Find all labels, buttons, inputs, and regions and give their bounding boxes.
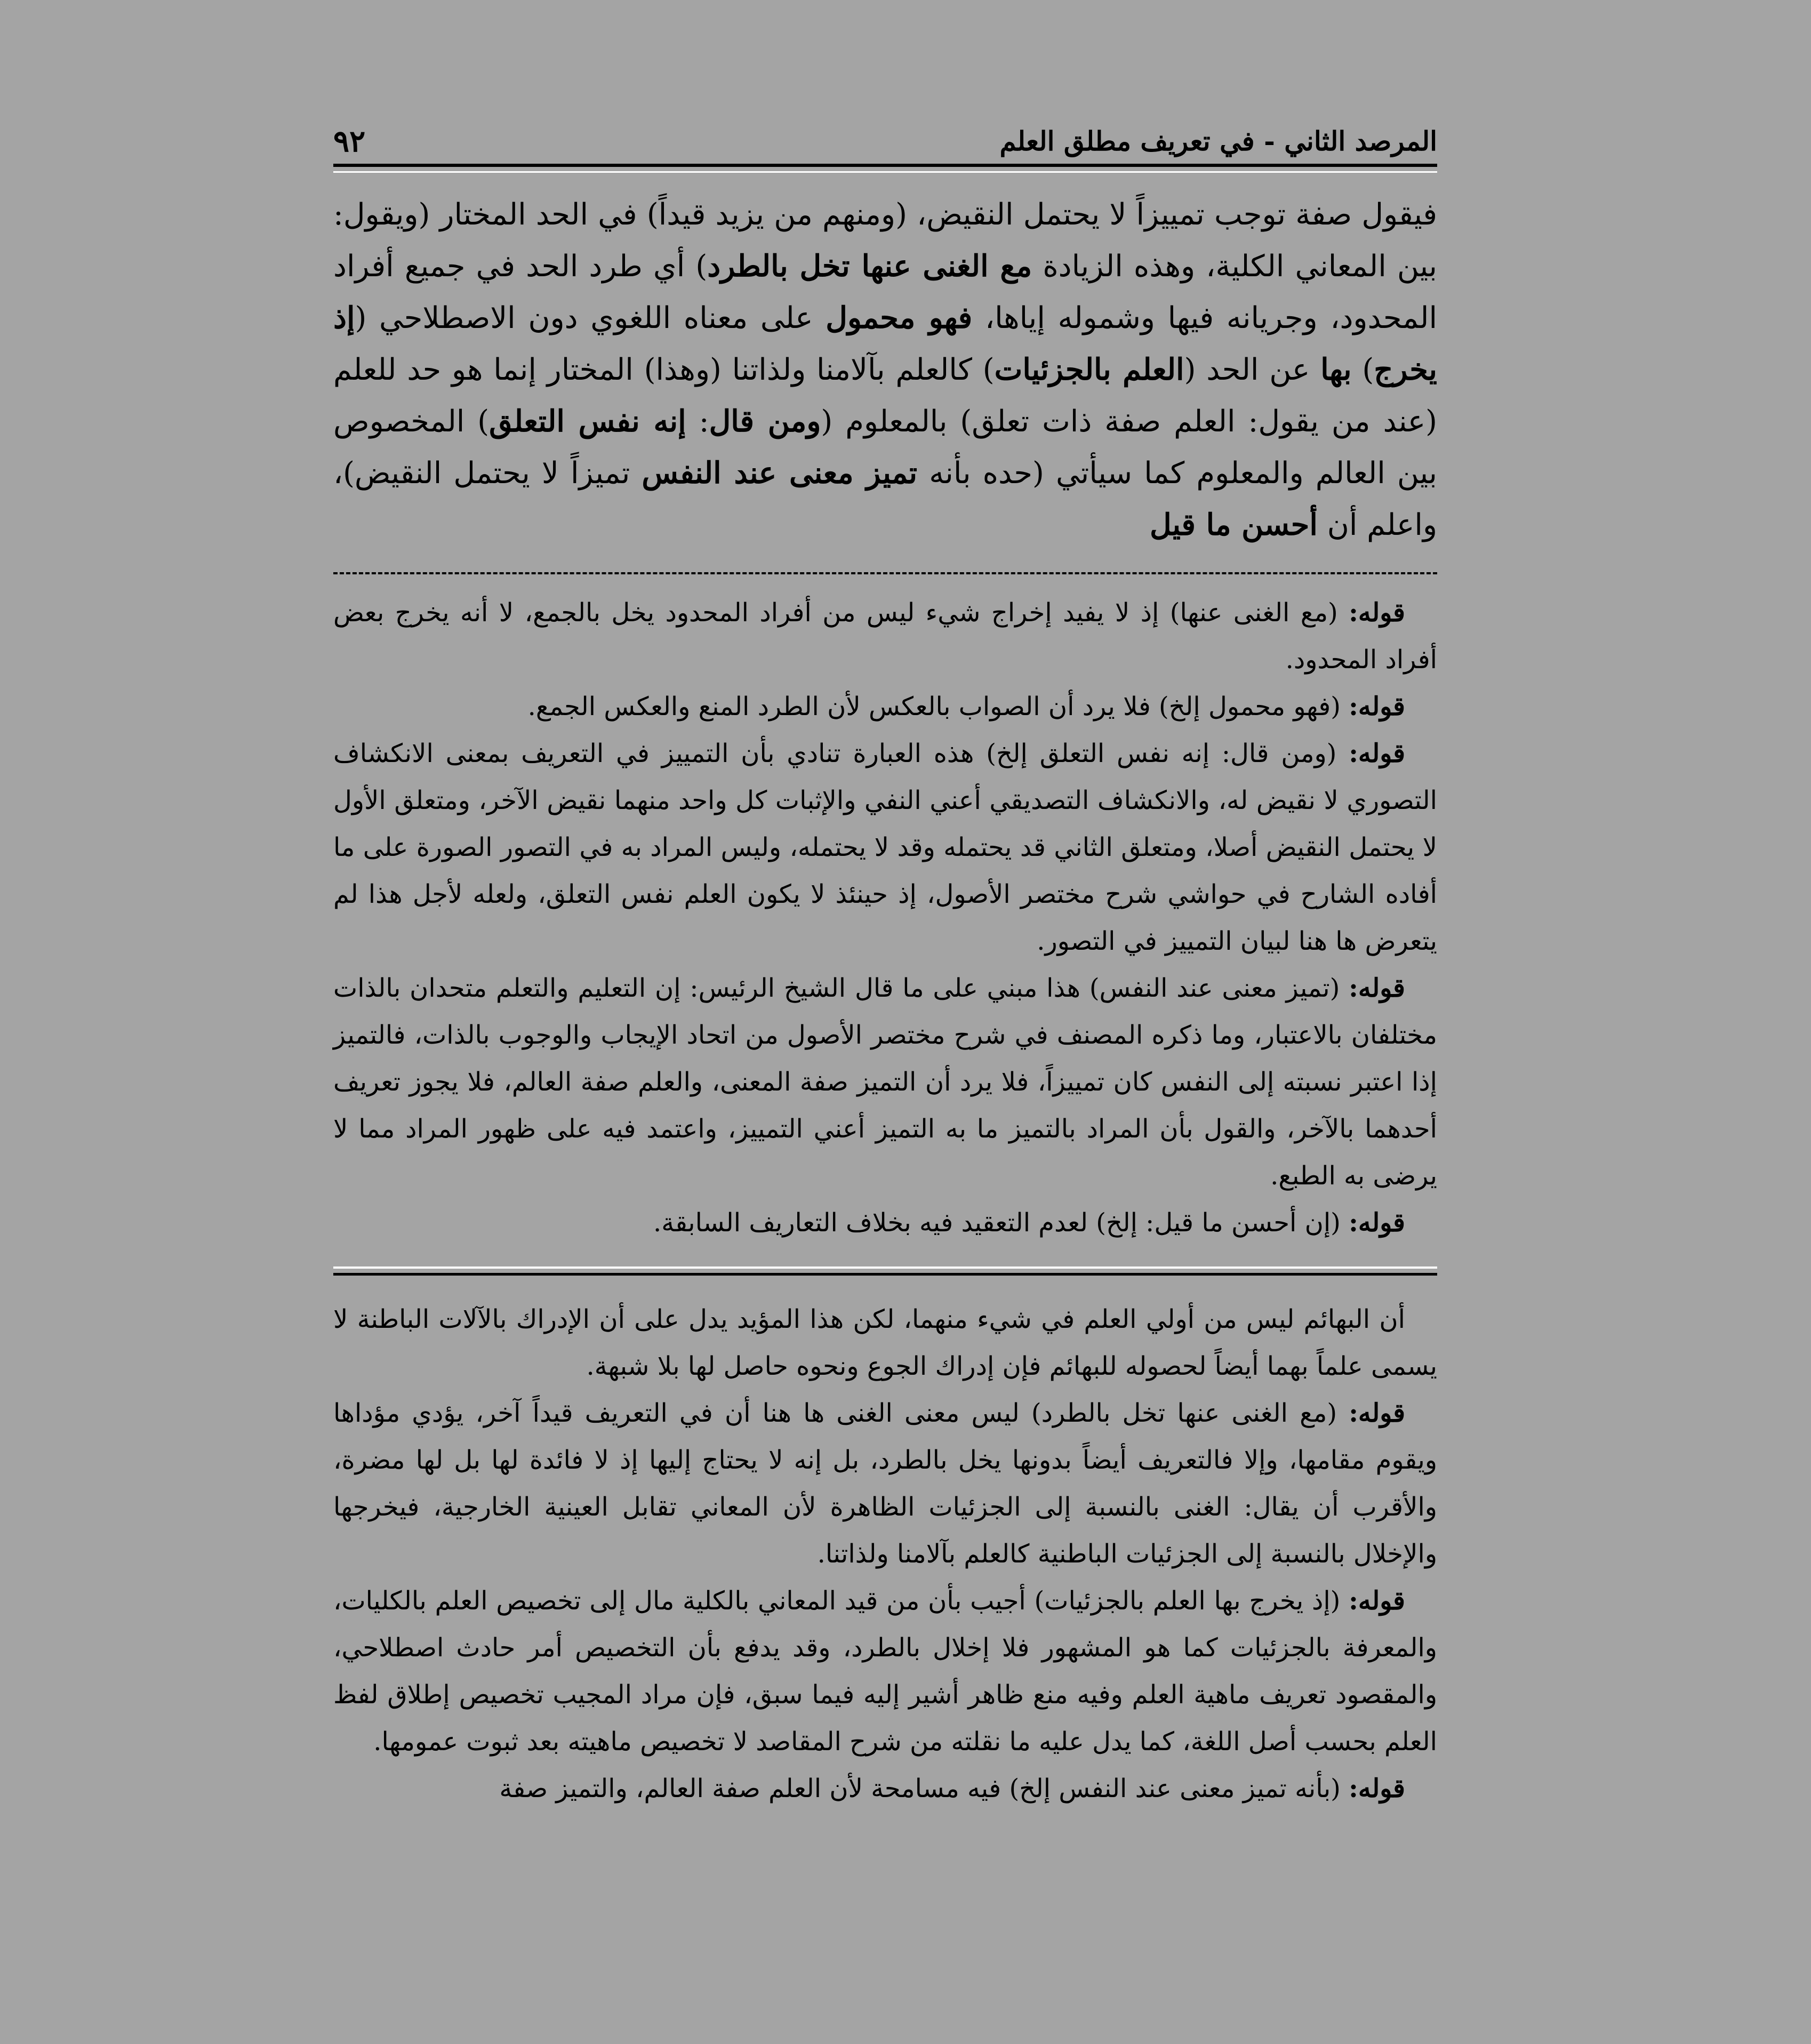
main-text-run: : [686,404,709,439]
page-header [333,109,1437,157]
main-text-bold-run: أحسن ما قيل [1150,507,1318,542]
commentary-separator [333,1267,1437,1276]
main-text-bold-run: إذ يخرج [333,300,1437,387]
main-text-bold-run: العلم بالجزئيات [994,352,1184,387]
note-label: قوله: [1349,1586,1405,1616]
footnote-separator [333,572,1437,574]
note-text: (مع الغنى عنها تخل بالطرد) ليس معنى الغنى ها هنا أن في التعريف قيداً آخر، يؤدي مؤداها ويقوم مقامها، وإلا فالتعريف أيضاً بدونها يخل بالطرد، بل إنه لا يحتاج إليها إذ لا فائدة لها بل لها مضرة، والأقرب أن يقال: الغنى بالنسبة إلى الجزئيات الظاهرة لأن المعاني تقابل العينية الخارجية، فيخرجها والإخلال بالنسبة إلى الجزئيات الباطنية كالعلم بآلامنا ولذاتنا. [333,1398,1437,1569]
note-paragraph [333,1296,1437,1390]
note-text: (بأنه تميز معنى عند النفس إلخ) فيه مسامحة لأن العلم صفة العالم، والتميز صفة [499,1774,1349,1803]
note-text: (مع الغنى عنها) إذ لا يفيد إخراج شيء ليس من أفراد المحدود يخل بالجمع، لا أنه يخرج بعض أفراد المحدود. [333,598,1437,675]
note-paragraph [333,1577,1437,1765]
main-text-run: ) كالعلم بآلامنا ولذاتنا (وهذا) المختار إنما هو حد للعلم (عند من يقول: العلم صفة ذات تعلق) بالمعلوم ( [333,352,1438,439]
main-text-run: عن الحد ( [1184,352,1321,387]
note-label: قوله: [1349,1398,1406,1428]
main-text-bold-run: بها [1320,352,1352,387]
main-text-bold-run: إنه نفس التعلق [489,404,686,439]
note-label: قوله: [1349,739,1406,768]
chapter-title: المرصد الثاني - في تعريف مطلق العلم [999,125,1437,157]
note-paragraph [333,1199,1437,1246]
main-text-run: ) [1351,352,1374,387]
note-text: (إذ يخرج بها العلم بالجزئيات) أجيب بأن من قيد المعاني بالكلية مال إلى تخصيص العلم بالكليات، والمعرفة بالجزئيات كما هو المشهور فلا إخلال بالطرد، وقد يدفع بأن التخصيص أمر حادث اصطلاحي، والمقصود تعريف ماهية العلم وفيه منع ظاهر أشير إليه فيما سبق، فإن مراد المجيب تخصيص إطلاق لفظ العلم بحسب أصل اللغة، كما يدل عليه ما نقلته من شرح المقاصد لا تخصيص ماهيته بعد ثبوت عمومها. [333,1586,1437,1757]
main-text-bold-run: مع الغنى عنها تخل بالطرد [707,249,1032,284]
main-text-bold-run: ومن قال [709,404,821,439]
note-text: (تميز معنى عند النفس) هذا مبني على ما قال الشيخ الرئيس: إن التعليم والتعلم متحدان بالذات مختلفان بالاعتبار، وما ذكره المصنف في شرح مختصر الأصول من اتحاد الإيجاب والوجوب بالذات، فالتميز إذا اعتبر نسبته إلى النفس كان تمييزاً، فلا يرد أن التميز صفة المعنى، والعلم صفة العالم، فلا يجوز تعريف أحدهما بالآخر، والقول بأن المراد بالتميز ما به التميز أعني التمييز، واعتمد فيه على ظهور المراد مما لا يرضى به الطبع. [333,973,1437,1191]
main-text-run: ) المخصوص بين العالم والمعلوم كما سيأتي (حده بأنه [333,404,1438,491]
main-text-run: ) أي طرد الحد في جميع أفراد المحدود، وجريانه فيها وشموله إياها، [333,249,1437,335]
note-text: أن البهائم ليس من أولي العلم في شيء منهما، لكن هذا المؤيد يدل على أن الإدراك بالآلات الباطنة لا يسمى علماً بهما أيضاً لحصوله للبهائم فإن إدراك الجوع ونحوه حاصل لها بلا شبهة. [333,1304,1437,1381]
note-paragraph [333,683,1437,730]
main-text-run: على معناه اللغوي دون الاصطلاحي ( [355,301,826,335]
main-text-bold-run: تميز معنى عند النفس [642,455,918,491]
note-paragraph [333,589,1437,683]
note-label: قوله: [1349,973,1405,1003]
note-text: (ومن قال: إنه نفس التعلق إلخ) هذه العبارة تنادي بأن التمييز في التعريف بمعنى الانكشاف التصوري لا نقيض له، والانكشاف التصديقي أعني النفي والإثبات كل واحد منهما نقيض الآخر، ومتعلق الأول لا يحتمل النقيض أصلا، ومتعلق الثاني قد يحتمله وقد لا يحتمله، وليس المراد به في التصور الصورة على ما أفاده الشارح في حواشي شرح مختصر الأصول، إذ حينئذ لا يكون العلم نفس التعلق، ولعله لأجل هذا لم يتعرض ها هنا لبيان التمييز في التصور. [333,739,1437,956]
book-page [333,109,1437,2029]
note-paragraph [333,1765,1437,1812]
notes-bottom [333,1296,1437,1812]
header-rule [333,164,1437,173]
note-label: قوله: [1349,692,1405,722]
note-paragraph [333,965,1437,1199]
note-label: قوله: [1349,1774,1405,1803]
page-number: ٩٢ [333,124,366,159]
main-text-run: فيقول صفة توجب تمييزاً لا يحتمل النقيض، (ومنهم من يزيد قيداً) في الحد المختار (ويقول: بين المعاني الكلية، وهذه الزيادة [333,197,1438,284]
note-text: (إن أحسن ما قيل: إلخ) لعدم التعقيد فيه بخلاف التعاريف السابقة. [653,1208,1349,1238]
note-label: قوله: [1349,1208,1405,1238]
main-text [333,189,1437,551]
note-label: قوله: [1349,598,1405,628]
main-text-bold-run: فهو محمول [826,300,973,335]
note-text: (فهو محمول إلخ) فلا يرد أن الصواب بالعكس لأن الطرد المنع والعكس الجمع. [527,692,1349,722]
note-paragraph [333,730,1437,965]
notes-top [333,589,1437,1246]
note-paragraph [333,1390,1437,1577]
main-text-run: تميزاً لا يحتمل النقيض)، واعلم أن [333,456,1437,542]
